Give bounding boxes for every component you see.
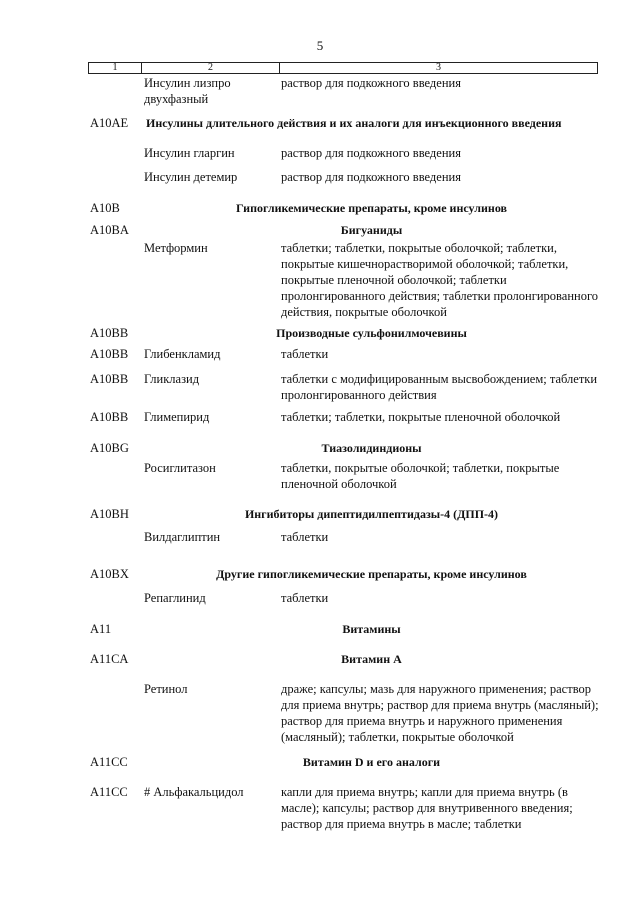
drug-name: Глибенкламид xyxy=(144,347,221,361)
drug-name: Инсулин детемир xyxy=(144,170,238,184)
drug-name: Гликлазид xyxy=(144,372,200,386)
atc-code: A10BB xyxy=(90,372,129,386)
dosage-form: раствор для подкожного введения xyxy=(281,76,461,90)
atc-code: A10BX xyxy=(90,567,129,581)
dosage-form: таблетки xyxy=(281,347,329,361)
drug-name: Метформин xyxy=(144,241,208,255)
drug-name: Ретинол xyxy=(144,682,188,696)
atc-code: A11CC xyxy=(90,755,128,769)
atc-code: A10BA xyxy=(90,223,129,237)
atc-code: A11CC xyxy=(90,785,128,799)
drug-name: Глимепирид xyxy=(144,410,210,424)
dosage-form: таблетки; таблетки, покрытые оболочкой; таблетки, покрытые кишечнорастворимой оболочкой; таблетки, покрытые пленочной оболочкой; таблетки пролонгированного действия; таблетки пролонгированного действия, покрытые оболочкой xyxy=(281,241,599,319)
dosage-form: таблетки xyxy=(281,591,329,605)
drug-name: # Альфакальцидол xyxy=(144,785,244,799)
group-heading: Бигуаниды xyxy=(340,223,403,237)
page-number: 5 xyxy=(316,38,324,53)
atc-code: A10BB xyxy=(90,410,129,424)
group-heading: Витамин А xyxy=(341,652,402,666)
atc-code: A10BB xyxy=(90,347,129,361)
atc-code: A10BH xyxy=(90,507,129,521)
group-heading: Тиазолидиндионы xyxy=(321,441,422,455)
drug-name: Росиглитазон xyxy=(144,461,216,475)
group-heading: Ингибиторы дипептидилпептидазы-4 (ДПП-4) xyxy=(244,507,499,521)
dosage-form: таблетки с модифицированным высвобождением; таблетки пролонгированного действия xyxy=(281,372,598,402)
atc-code: A10AE xyxy=(90,116,129,130)
dosage-form: драже; капсулы; мазь для наружного применения; раствор для приема внутрь; раствор для приема внутрь (масляный); раствор для приема внутрь и наружного применения (масляный); таблетки, покрытые оболочкой xyxy=(281,682,599,744)
dosage-form: таблетки; таблетки, покрытые пленочной оболочкой xyxy=(281,410,561,424)
drug-name: Репаглинид xyxy=(144,591,206,605)
group-heading: Витамины xyxy=(342,622,401,636)
drug-name: Инсулин гларгин xyxy=(144,146,235,160)
table-header xyxy=(88,62,598,74)
group-heading: Производные сульфонилмочевины xyxy=(276,326,467,340)
group-heading: Гипогликемические препараты, кроме инсулинов xyxy=(236,201,507,215)
dosage-form: раствор для подкожного введения xyxy=(281,146,461,160)
header-col-1: 1 xyxy=(89,63,142,73)
group-heading: Витамин D и его аналоги xyxy=(302,755,441,769)
atc-code: A10BG xyxy=(90,441,129,455)
atc-code: A10B xyxy=(90,201,120,215)
group-heading: Инсулины длительного действия и их аналоги для инъекционного введения xyxy=(146,116,562,130)
dosage-form: таблетки, покрытые оболочкой; таблетки, покрытые пленочной оболочкой xyxy=(281,461,560,491)
atc-code: A10BB xyxy=(90,326,129,340)
dosage-form: таблетки xyxy=(281,530,329,544)
atc-code: A11 xyxy=(90,622,112,636)
atc-code: A11CA xyxy=(90,652,129,666)
group-heading: Другие гипогликемические препараты, кроме инсулинов xyxy=(216,567,527,581)
dosage-form: капли для приема внутрь; капли для приема внутрь (в масле); капсулы; раствор для внутривенного введения; раствор для приема внутрь в масле; таблетки xyxy=(281,785,573,831)
header-col-2: 2 xyxy=(142,63,280,73)
drug-name: Вилдаглиптин xyxy=(144,530,221,544)
drug-name: Инсулин лизпро двухфазный xyxy=(144,76,231,106)
dosage-form: раствор для подкожного введения xyxy=(281,170,461,184)
header-col-3: 3 xyxy=(436,62,441,73)
